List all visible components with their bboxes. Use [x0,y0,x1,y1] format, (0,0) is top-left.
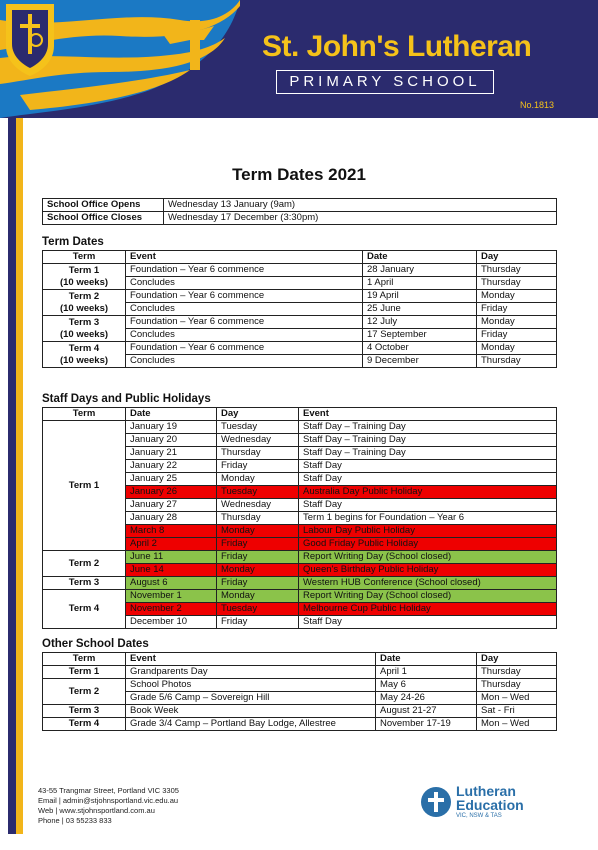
date-cell: May 24-26 [376,692,477,705]
date-cell: 9 December [363,355,477,368]
event-cell: Grade 3/4 Camp – Portland Bay Lodge, Allestree [126,718,376,731]
date-cell: 17 September [363,329,477,342]
term-cell: Term 3 [43,705,126,718]
day-cell: Monday [477,342,557,355]
day-cell: Thursday [477,666,557,679]
event-cell: Concludes [126,303,363,316]
event-cell: Foundation – Year 6 commence [126,264,363,277]
date-cell: 12 July [363,316,477,329]
date-cell: November 2 [126,603,217,616]
footer-email[interactable]: Email | admin@stjohnsportland.vic.edu.au [38,796,179,805]
section-title-term-dates: Term Dates [42,236,104,248]
event-cell: Good Friday Public Holiday [299,538,557,551]
event-cell: Report Writing Day (School closed) [299,590,557,603]
table-row [43,551,557,564]
term-cell: Term 2 [43,679,126,705]
day-cell: Monday [477,316,557,329]
event-cell: Foundation – Year 6 commence [126,290,363,303]
term-cell [43,342,126,368]
day-cell: Friday [217,460,299,473]
day-cell: Thursday [477,264,557,277]
day-cell: Friday [217,616,299,629]
day-cell: Friday [217,577,299,590]
event-cell: Australia Day Public Holiday [299,486,557,499]
office-value: Wednesday 13 January (9am) [164,199,557,212]
day-cell: Wednesday [217,434,299,447]
term-cell: Term 4 [43,718,126,731]
lutheran-education-logo-text [456,784,524,812]
col-header: Date [126,408,217,421]
term-weeks: (10 weeks) [59,354,109,366]
col-header: Term [43,408,126,421]
event-cell: Labour Day Public Holiday [299,525,557,538]
col-header: Event [299,408,557,421]
day-cell: Monday [217,590,299,603]
table-row [43,316,557,329]
logo-text-line-1: Lutheran [456,783,516,799]
footer-phone: Phone | 03 55233 833 [38,816,112,825]
date-cell: January 20 [126,434,217,447]
table-row [43,290,557,303]
date-cell: August 6 [126,577,217,590]
term-weeks: (10 weeks) [59,328,109,340]
table-row [43,705,557,718]
table-row [43,421,557,434]
date-cell: December 10 [126,616,217,629]
event-cell: Queen's Birthday Public Holiday [299,564,557,577]
event-cell: Foundation – Year 6 commence [126,316,363,329]
other-dates-table [42,652,557,731]
term-dates-table [42,250,557,368]
section-title-staff-days: Staff Days and Public Holidays [42,393,211,405]
col-header: Event [126,251,363,264]
footer-web[interactable]: Web | www.stjohnsportland.com.au [38,806,155,815]
date-cell: August 21-27 [376,705,477,718]
crest-icon [0,0,60,80]
page-title: Term Dates 2021 [232,165,366,184]
day-cell: Thursday [217,447,299,460]
col-header: Day [477,251,557,264]
term-cell: Term 1 [43,421,126,551]
event-cell: Western HUB Conference (School closed) [299,577,557,590]
day-cell: Friday [477,303,557,316]
event-cell: Staff Day [299,499,557,512]
school-subtitle: PRIMARY SCHOOL [276,70,494,94]
table-row [43,679,557,692]
date-cell: May 6 [376,679,477,692]
table-header-row [43,653,557,666]
event-cell: Term 1 begins for Foundation – Year 6 [299,512,557,525]
term-cell: Term 2 [43,551,126,577]
date-cell: January 28 [126,512,217,525]
term-cell: Term 4 [43,590,126,629]
day-cell: Monday [477,290,557,303]
term-label: Term 4 [68,342,100,354]
event-cell: Book Week [126,705,376,718]
school-name: St. John's Lutheran [262,30,532,63]
event-cell: Staff Day – Training Day [299,434,557,447]
section-title-other-dates: Other School Dates [42,638,149,650]
date-cell: 19 April [363,290,477,303]
day-cell: Friday [217,551,299,564]
day-cell: Thursday [477,355,557,368]
left-stripe-gold [16,118,23,834]
date-cell: June 11 [126,551,217,564]
event-cell: Staff Day – Training Day [299,421,557,434]
date-cell: March 8 [126,525,217,538]
term-cell [43,264,126,290]
day-cell: Tuesday [217,421,299,434]
col-header: Term [43,653,126,666]
table-header-row [43,408,557,421]
day-cell: Sat - Fri [477,705,557,718]
term-weeks: (10 weeks) [59,302,109,314]
crest-number: No.1813 [520,100,555,110]
day-cell: Monday [217,473,299,486]
date-cell: 28 January [363,264,477,277]
date-cell: November 17-19 [376,718,477,731]
term-cell [43,316,126,342]
col-header: Day [217,408,299,421]
table-row [43,264,557,277]
term-cell [43,290,126,316]
event-cell: School Photos [126,679,376,692]
table-row [43,666,557,679]
term-cell: Term 3 [43,577,126,590]
day-cell: Mon – Wed [477,692,557,705]
col-header: Date [363,251,477,264]
lutheran-education-logo-icon [420,786,452,818]
day-cell: Friday [477,329,557,342]
date-cell: January 25 [126,473,217,486]
date-cell: January 22 [126,460,217,473]
office-label: School Office Closes [43,212,164,225]
term-label: Term 1 [68,264,100,276]
day-cell: Monday [217,564,299,577]
term-label: Term 3 [68,316,100,328]
footer-address: 43-55 Trangmar Street, Portland VIC 3305 [38,786,179,795]
lutheran-education-logo-sub: VIC, NSW & TAS [456,813,502,819]
term-label: Term 2 [68,290,100,302]
date-cell: January 26 [126,486,217,499]
date-cell: January 27 [126,499,217,512]
col-header: Term [43,251,126,264]
table-row [43,577,557,590]
date-cell: November 1 [126,590,217,603]
event-cell: Report Writing Day (School closed) [299,551,557,564]
event-cell: Staff Day [299,473,557,486]
col-header: Date [376,653,477,666]
table-row [43,199,557,212]
date-cell: January 21 [126,447,217,460]
event-cell: Concludes [126,355,363,368]
table-row [43,590,557,603]
col-header: Event [126,653,376,666]
office-label: School Office Opens [43,199,164,212]
date-cell: April 1 [376,666,477,679]
event-cell: Staff Day – Training Day [299,447,557,460]
day-cell: Mon – Wed [477,718,557,731]
left-stripe-blue [8,118,16,834]
footer-contact [38,786,179,826]
table-row [43,342,557,355]
day-cell: Tuesday [217,486,299,499]
day-cell: Friday [217,538,299,551]
table-header-row [43,251,557,264]
date-cell: April 2 [126,538,217,551]
event-cell: Concludes [126,329,363,342]
date-cell: June 14 [126,564,217,577]
event-cell: Foundation – Year 6 commence [126,342,363,355]
event-cell: Staff Day [299,616,557,629]
office-table [42,198,557,225]
event-cell: Melbourne Cup Public Holiday [299,603,557,616]
table-row [43,212,557,225]
date-cell: 1 April [363,277,477,290]
staff-days-table [42,407,557,629]
day-cell: Wednesday [217,499,299,512]
term-cell: Term 1 [43,666,126,679]
date-cell: January 19 [126,421,217,434]
logo-text-line-2: Education [456,797,524,813]
col-header: Day [477,653,557,666]
event-cell: Grade 5/6 Camp – Sovereign Hill [126,692,376,705]
date-cell: 25 June [363,303,477,316]
day-cell: Thursday [477,277,557,290]
event-cell: Grandparents Day [126,666,376,679]
header-banner [0,0,598,118]
table-row [43,718,557,731]
day-cell: Monday [217,525,299,538]
event-cell: Staff Day [299,460,557,473]
office-value: Wednesday 17 December (3:30pm) [164,212,557,225]
event-cell: Concludes [126,277,363,290]
term-weeks: (10 weeks) [59,276,109,288]
day-cell: Thursday [217,512,299,525]
day-cell: Tuesday [217,603,299,616]
day-cell: Thursday [477,679,557,692]
date-cell: 4 October [363,342,477,355]
